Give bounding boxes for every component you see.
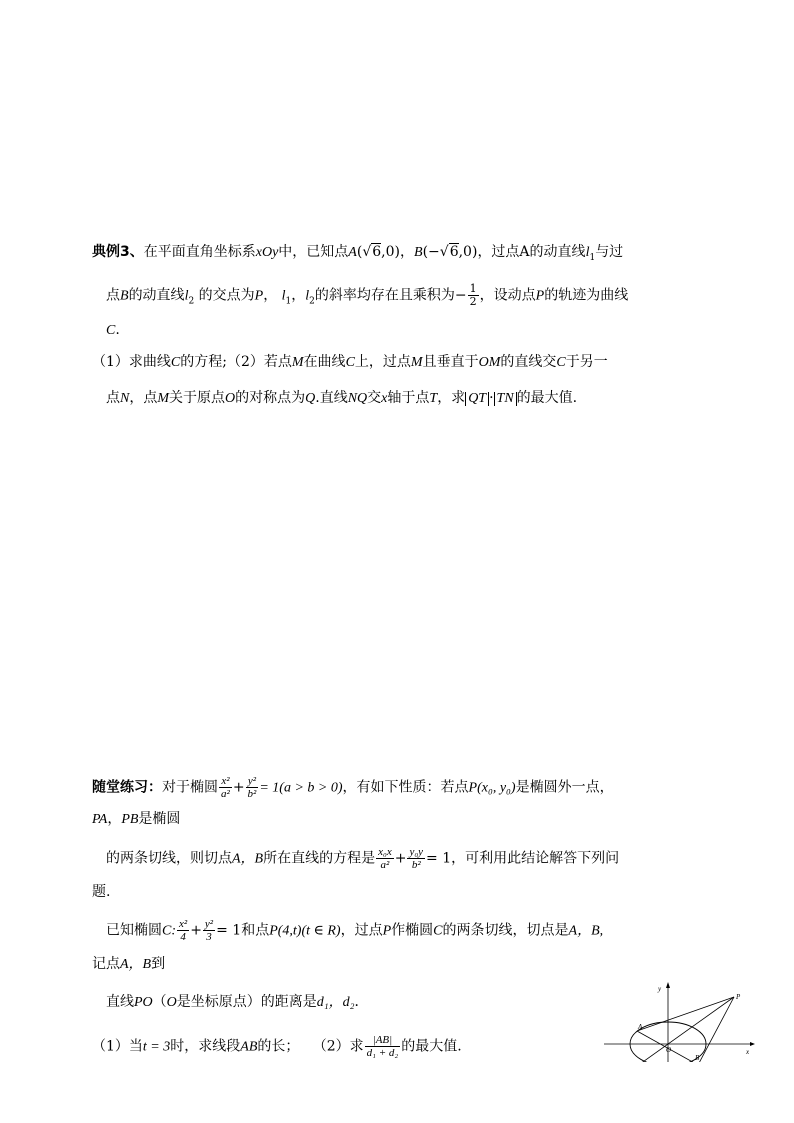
practice-line8: （1）当t = 3时，求线段AB的长； （2）求 $\frac{|AB|}{\text{d₁ + d₂}}$ 的最大值. [92,1034,462,1059]
example3-title: 典例3、 [92,244,144,260]
example3-line5: 点N，点M关于原点O的对称点为Q.直线NQ交x轴于点T，求 QT · TN 的最大值. [106,390,578,406]
tangent-PA [637,997,734,1031]
practice-line1: 随堂练习：对于椭圆 $\frac{\text{x²}}{\text{a²}}$ + $\frac{\text{y²}}{\text{b²}}$ = 1(a > b > 0)，有如下性质：若点P(x₀, y₀)是椭圆外一点， [92,775,614,800]
practice-line7: 直线PO（O是坐标原点）的距离是d₁，d₂． [106,994,369,1010]
label-P: P [736,993,741,1001]
example3-line4: （1）求曲线C的方程;（2）若点M在曲线C上，过点M且垂直于OM的直线交C于另一 [92,354,608,370]
line-PO [640,997,734,1062]
practice-line4: 题. [92,884,111,900]
practice-line6: 记点A，B到 [92,956,166,972]
label-y: y [658,985,662,993]
example3-line1: 典例3、在平面直角坐标系xOy中，已知点A(√6,0)，B(−√6,0)，过点A的动直线$l_1$与过 [92,244,624,263]
label-B: B [695,1054,700,1062]
ellipse-figure [600,982,760,1062]
y-axis-arrow [666,982,670,988]
practice-title: 随堂练习： [92,779,162,796]
example3-line3: C. [106,322,120,338]
frac-neg-half: $\frac{1}{2}$ [469,282,477,308]
practice-line5: 已知椭圆C: $\frac{\text{x²}}{4}$ + $\frac{\text{y²}}{3}$ = 1和点P(4,t)(t ∈ R)，过点P作椭圆C的两条切线，切点是A，B, [106,918,604,943]
label-x: x [746,1048,750,1056]
x-axis-arrow [750,1042,755,1046]
practice-line3: 的两条切线，则切点A，B所在直线的方程是 $\frac{\text{x₀x}}{\text{a²}}$ + $\frac{\text{y₀y}}{\text{b²}}$ = 1，可利用此结论解答下列问 [106,846,620,871]
practice-line2: PA，PB是椭圆 [92,811,181,827]
label-A: A [638,1023,643,1031]
example3-line2: 点B的动直线$l_2$ 的交点为P， $l_1$，$l_2$的斜率均存在且乘积为− $\frac{1}{2}$ ，设动点P的轨迹为曲线 [106,282,629,308]
label-O: O [666,1046,672,1054]
